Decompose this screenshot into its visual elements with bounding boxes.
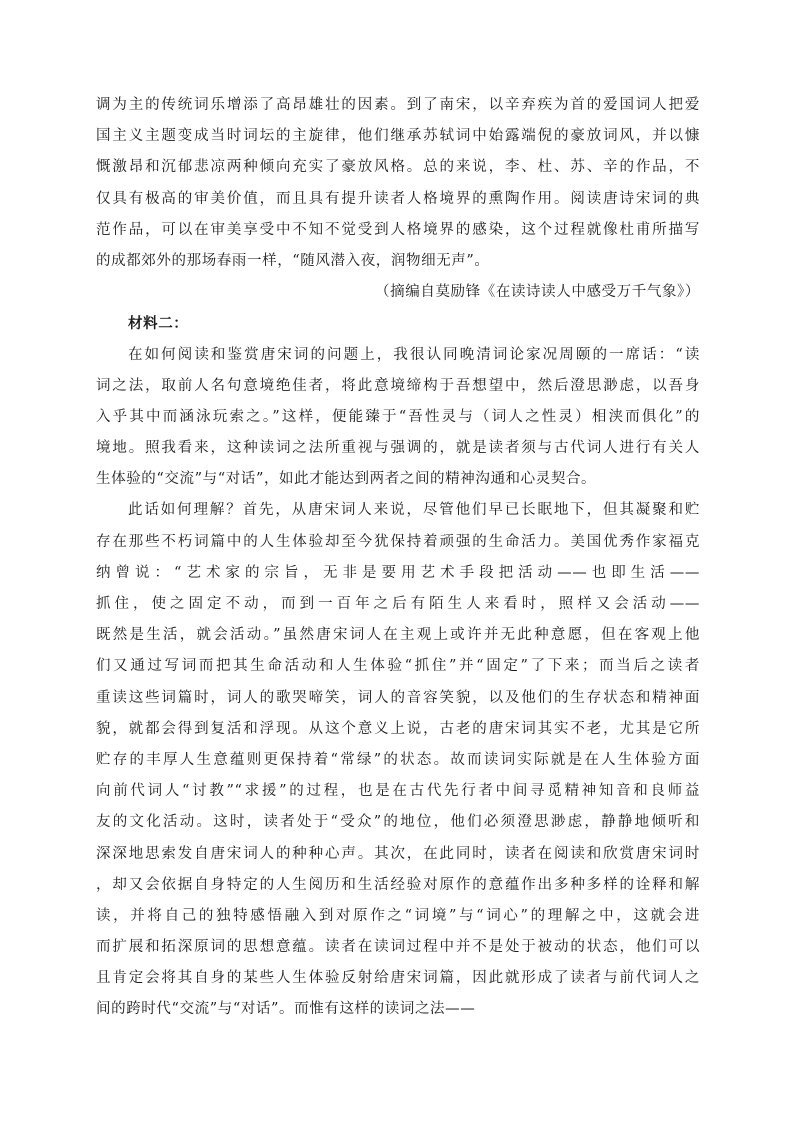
text-line: 在如何阅读和鉴赏唐宋词的问题上，我很认同晚清词论家况周颐的一席话：“读 [128, 346, 700, 363]
text-line: 此话如何理解？首先，从唐宋词人来说，尽管他们早已长眠地下，但其凝聚和贮 [128, 502, 700, 519]
text-line: 既然是生活，就会活动。”虽然唐宋词人在主观上或许并无此种意愿，但在客观上他 [96, 627, 700, 644]
text-line: 贮存的丰厚人生意蕴则更保持着“常绿”的状态。故而读词实际就是在人生体验方面 [96, 751, 700, 768]
text-line: 慨激昂和沉郁悲凉两种倾向充实了豪放风格。总的来说，李、杜、苏、辛的作品，不 [96, 159, 700, 176]
document-body [96, 90, 700, 1026]
text-line: 生体验的“交流”与“对话”，如此才能达到两者之间的精神沟通和心灵契合。 [96, 471, 597, 488]
paragraph-2 [96, 340, 700, 496]
section-heading-material-2: 材料二： [128, 315, 189, 333]
text-line: 重读这些词篇时，词人的歌哭啼笑，词人的音容笑貌，以及他们的生存状态和精神面 [96, 689, 700, 706]
text-line: 貌，就都会得到复活和浮现。从这个意义上说，古老的唐宋词其实不老，尤其是它所 [96, 720, 700, 737]
text-line: 仅具有极高的审美价值，而且具有提升读者人格境界的熏陶作用。阅读唐诗宋词的典 [96, 190, 700, 207]
paragraph-3 [96, 495, 700, 1025]
text-line: 且肯定会将其自身的某些人生体验反射给唐宋词篇，因此就形成了读者与前代词人之 [96, 970, 700, 987]
text-line: 友的文化活动。这时，读者处于“受众”的地位，他们必须澄思渺虑，静静地倾听和 [96, 814, 700, 831]
text-line: 们又通过写词而把其生命活动和人生体验“抓住”并“固定”了下来；而当后之读者 [96, 658, 700, 675]
text-line: 深深地思索发自唐宋词人的种种心声。其次，在此同时，读者在阅读和欣赏唐宋词时 [96, 845, 700, 862]
source-citation: （摘编自莫励锋《在读诗读人中感受万千气象》） [375, 284, 700, 301]
text-line: 存在那些不朽词篇中的人生体验却至今犹保持着顽强的生命活力。美国优秀作家福克 [96, 533, 700, 550]
text-line: 纳曾说：“艺术家的宗旨，无非是要用艺术手段把活动——也即生活—— [96, 564, 700, 581]
text-line: 向前代词人“讨教”“求援”的过程，也是在古代先行者中间寻觅精神知音和良师益 [96, 783, 700, 800]
paragraph-1 [96, 90, 700, 277]
text-line: 范作品，可以在审美享受中不知不觉受到人格境界的感染，这个过程就像杜甫所描写 [96, 221, 700, 238]
text-line: 的成都郊外的那场春雨一样，“随风潜入夜，润物细无声”。 [96, 252, 490, 269]
text-line: 国主义主题变成当时词坛的主旋律，他们继承苏轼词中始露端倪的豪放词风，并以慷 [96, 128, 700, 145]
text-line: 调为主的传统词乐增添了高昂雄壮的因素。到了南宋，以辛弃疾为首的爱国词人把爱 [96, 97, 700, 113]
text-line: 境地。照我看来，这种读词之法所重视与强调的，就是读者须与古代词人进行有关人 [96, 440, 700, 457]
text-line: 间的跨时代“交流”与“对话”。而惟有这样的读词之法—— [96, 1001, 476, 1018]
text-line: 词之法，取前人名句意境绝佳者，将此意境缔构于吾想望中，然后澄思渺虑，以吾身 [96, 377, 700, 394]
text-line: 入乎其中而涵泳玩索之。”这样，便能臻于“吾性灵与（词人之性灵）相浃而俱化”的 [96, 408, 700, 425]
text-line: 抓住，使之固定不动，而到一百年之后有陌生人来看时，照样又会活动—— [96, 596, 700, 612]
text-line: ，却又会依据自身特定的人生阅历和生活经验对原作的意蕴作出多种多样的诠释和解 [96, 876, 700, 893]
text-line: 读，并将自己的独特感悟融入到对原作之“词境”与“词心”的理解之中，这就会进 [96, 907, 700, 924]
text-line: 而扩展和拓深原词的思想意蕴。读者在读词过程中并不是处于被动的状态，他们可以 [96, 939, 700, 956]
